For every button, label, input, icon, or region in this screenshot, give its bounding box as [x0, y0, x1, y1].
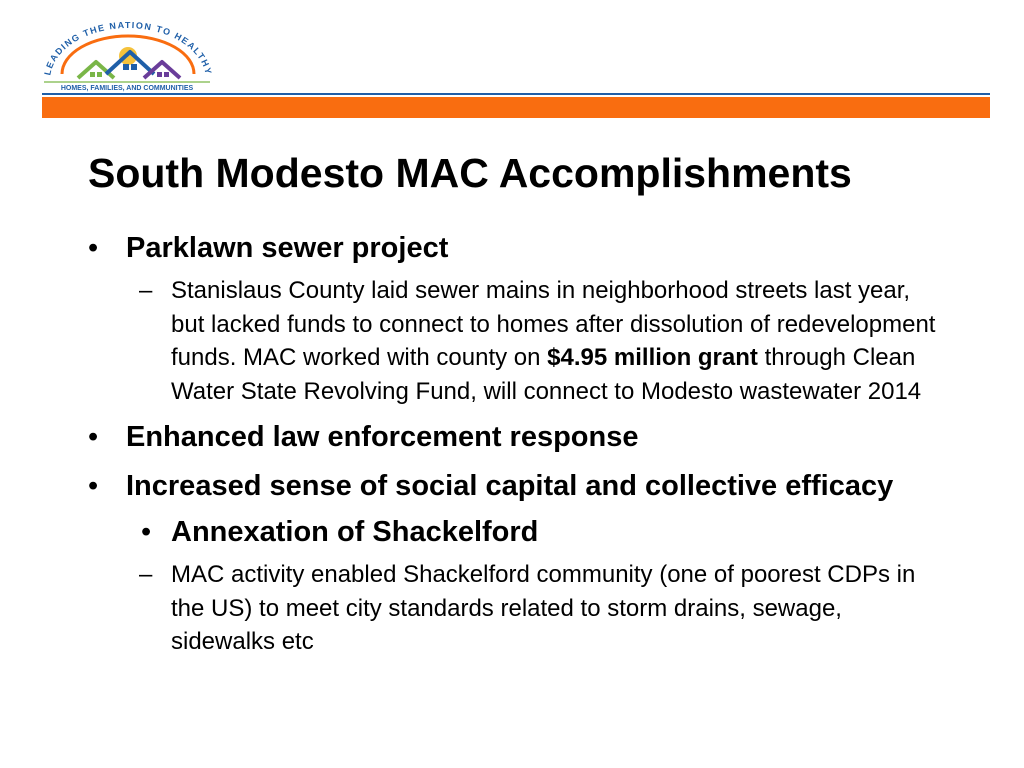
- sub-bullet-annexation: [141, 512, 968, 552]
- bullet-marker: •: [141, 516, 152, 548]
- bullet-social-capital: [88, 466, 968, 506]
- slide-content: [88, 228, 968, 659]
- annexation-heading: Annexation of Shackelford: [171, 516, 539, 548]
- logo-arc-text: LEADING THE NATION TO HEALTHY: [42, 22, 214, 77]
- bullet-law-enforcement-heading: Enhanced law enforcement response: [126, 421, 639, 453]
- slide-title: South Modesto MAC Accomplishments: [88, 150, 852, 196]
- logo-graphic: [40, 22, 215, 94]
- sub-bullet-annexation-detail: [139, 558, 968, 659]
- bullet-marker: •: [88, 470, 99, 502]
- bullet-parklawn-heading: Parklawn sewer project: [126, 232, 449, 264]
- dash-marker: –: [139, 277, 153, 304]
- organization-logo: [40, 22, 215, 94]
- parklawn-grant-amount: $4.95 million grant: [547, 344, 758, 371]
- bullet-law-enforcement: [88, 417, 968, 457]
- parklawn-detail-after: through Clean Water State Revolving Fund, will connect to Modesto wastewater 2014: [171, 344, 922, 405]
- dash-marker: –: [139, 561, 153, 588]
- bullet-marker: •: [88, 421, 99, 453]
- header-orange-band: [42, 97, 990, 118]
- parklawn-detail-before: Stanislaus County laid sewer mains in neighborhood streets last year, but lacked funds to connect to homes after dissolution of redevelopment funds. MAC worked with county on: [171, 277, 936, 371]
- logo-bottom-text: HOMES, FAMILIES, AND COMMUNITIES: [60, 85, 194, 92]
- bullet-parklawn: [88, 228, 968, 268]
- bullet-social-capital-heading: Increased sense of social capital and collective efficacy: [126, 470, 894, 502]
- bullet-marker: •: [88, 232, 99, 264]
- sub-bullet-parklawn-detail: [139, 274, 968, 408]
- annexation-detail: MAC activity enabled Shackelford community (one of poorest CDPs in the US) to meet city standards related to storm drains, sewage, sidewalks etc: [171, 561, 916, 655]
- header-blue-rule: [42, 93, 990, 95]
